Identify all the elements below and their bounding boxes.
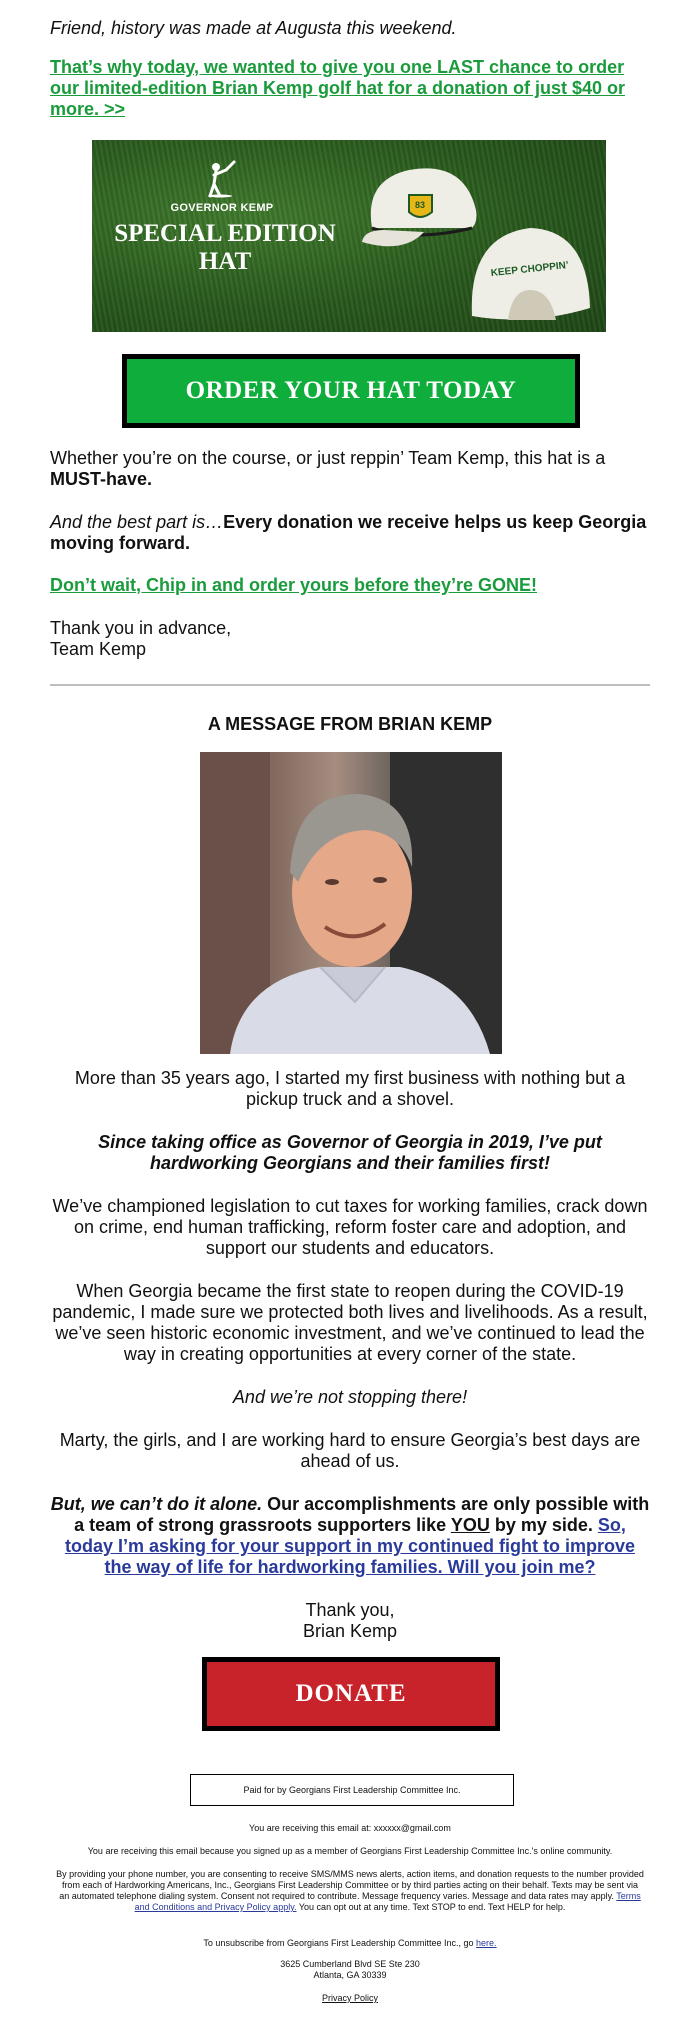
team-signoff-2: Team Kemp — [50, 639, 147, 659]
banner-headline-2: HAT — [198, 248, 252, 275]
receiving-email-text: You are receiving this email at: xxxxxx@gmail.com — [249, 1823, 451, 1833]
message-paragraph-6: Marty, the girls, and I are working hard to ensure Georgia’s best days are ahead of us. — [59, 1430, 641, 1471]
body-p2-bold: Every donation we receive helps us keep Georgia moving forward. — [50, 512, 647, 553]
sms-consent-text — [56, 1869, 644, 1913]
message-paragraph-3: We’ve championed legislation to cut taxes for working families, crack down on crime, end human trafficking, reform foster care and adoption, and support our students and educators. — [52, 1196, 648, 1258]
message-p7-bold-end: by my side. — [489, 1515, 598, 1535]
golfer-logo-icon — [200, 158, 240, 198]
hat-back-text: KEEP CHOPPIN’ — [490, 259, 570, 280]
body-paragraph-1 — [50, 448, 650, 490]
hat-offer-link[interactable]: That’s why today, we wanted to give you one LAST chance to order our limited-edition Brian Kemp golf hat for a donation of just $40 or more. >> — [50, 57, 626, 119]
message-p7-you: YOU — [450, 1515, 490, 1535]
terms-privacy-link[interactable]: Terms and Conditions and Privacy Policy apply. — [134, 1891, 641, 1912]
message-paragraph-7 — [50, 1494, 650, 1578]
message-p7-italic: But, we can’t do it alone. — [50, 1494, 263, 1514]
special-edition-hat-banner[interactable] — [92, 140, 606, 332]
kemp-signoff-2: Brian Kemp — [302, 1621, 398, 1641]
privacy-policy-link[interactable]: Privacy Policy — [321, 1993, 378, 2003]
message-p7-bold: Our accomplishments are only possible with a team of strong grassroots supporters like — [74, 1494, 650, 1535]
hat-badge-text: 83 — [414, 200, 426, 210]
unsubscribe-text — [50, 1938, 650, 1949]
body-p1-bold: MUST-have. — [50, 469, 153, 489]
sms-consent-part-1: By providing your phone number, you are consenting to receive SMS/MMS news alerts, action items, and donation requests to the number provided from each of Hardworking Americans, Inc., Georgians First Leadership Committee or by third parties acting on their behalf. Texts may be sent via an automated telephone dialing system. Consent not required to contribute. Message frequency varies. Message and data rates may apply. — [56, 1869, 644, 1901]
message-paragraph-4: When Georgia became the first state to reopen during the COVID-19 pandemic, I made sure we protected both lives and livelihoods. As a result, we’ve seen historic economic investment, and we’ve continued to lead the way in creating opportunities at every corner of the state. — [52, 1281, 648, 1364]
body-p2-italic: And the best part is… — [50, 512, 224, 532]
address-line-2: Atlanta, GA 30339 — [313, 1970, 387, 1980]
team-signoff-1: Thank you in advance, — [50, 618, 232, 638]
portrait-image — [200, 752, 502, 1054]
kemp-signoff-1: Thank you, — [305, 1600, 395, 1620]
message-heading: A MESSAGE FROM BRIAN KEMP — [207, 714, 493, 734]
body-paragraph-2 — [50, 512, 650, 554]
message-paragraph-1: More than 35 years ago, I started my first business with nothing but a pickup truck and a shovel. — [74, 1068, 626, 1109]
order-hat-button[interactable]: ORDER YOUR HAT TODAY — [122, 354, 580, 428]
section-divider — [50, 684, 650, 686]
banner-headline-1: SPECIAL EDITION — [114, 220, 336, 247]
paid-for-box: Paid for by Georgians First Leadership Committee Inc. — [190, 1774, 514, 1806]
unsubscribe-label: To unsubscribe from Georgians First Leadership Committee Inc., go — [203, 1938, 477, 1948]
banner-brand: GOVERNOR KEMP — [170, 202, 274, 214]
donate-button[interactable]: DONATE — [202, 1657, 500, 1731]
join-me-link[interactable]: So, today I’m asking for your support in my continued fight to improve the way of life for hardworking families. Will you join me? — [64, 1515, 636, 1577]
message-paragraph-5: And we’re not stopping there! — [232, 1387, 468, 1407]
brian-kemp-photo — [200, 752, 502, 1054]
sms-consent-part-2: You can opt out at any time. Text STOP to end. Text HELP for help. — [296, 1902, 566, 1912]
message-paragraph-2: Since taking office as Governor of Georgia in 2019, I’ve put hardworking Georgians and their families first! — [98, 1132, 602, 1173]
body-p1-text: Whether you’re on the course, or just reppin’ Team Kemp, this hat is a — [50, 448, 606, 468]
chip-in-link[interactable]: Don’t wait, Chip in and order yours before they’re GONE! — [50, 575, 538, 595]
address-line-1: 3625 Cumberland Blvd SE Ste 230 — [280, 1959, 420, 1969]
hat-back-image — [464, 216, 596, 326]
unsubscribe-link[interactable]: here. — [476, 1938, 497, 1948]
greeting-text: Friend, history was made at Augusta this weekend. — [50, 18, 457, 38]
signup-reason-text: You are receiving this email because you signed up as a member of Georgians First Leadership Committee Inc.'s online community. — [87, 1846, 613, 1856]
